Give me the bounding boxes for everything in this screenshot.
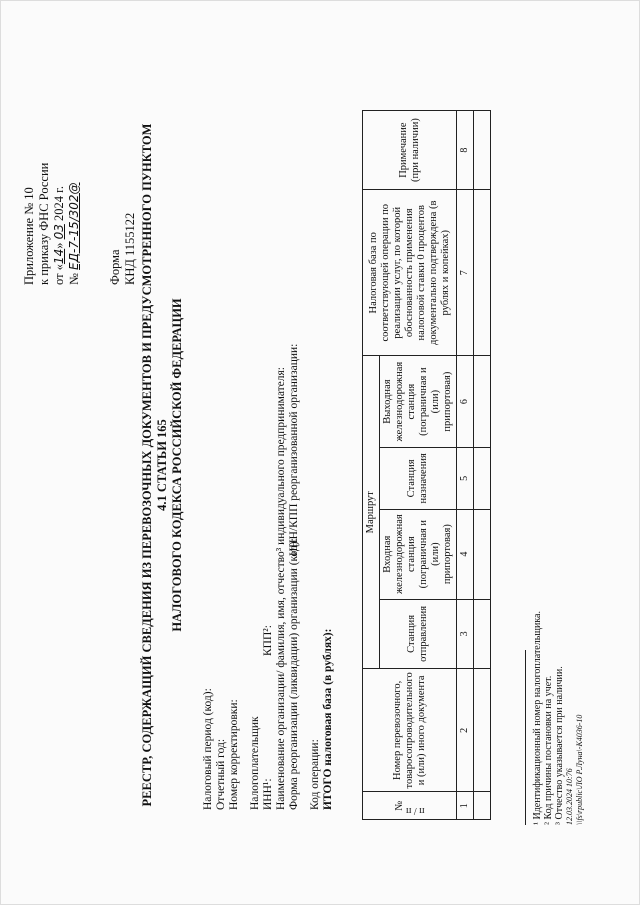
date-mid: » <box>52 242 66 249</box>
number-prefix: № <box>67 273 81 285</box>
footnote-2: ² Код причины постановки на учет. <box>543 675 554 825</box>
document-title <box>140 115 185 815</box>
table-cell <box>474 111 491 190</box>
form-label: Форма <box>108 249 122 285</box>
title-line-2: НАЛОГОВОГО КОДЕКСА РОССИЙСКОЙ ФЕДЕРАЦИИ <box>170 298 184 632</box>
col-np: п / п <box>406 805 425 816</box>
col-number: 2 <box>457 669 474 792</box>
appendix-line-1: Приложение № 10 <box>22 187 36 285</box>
appendix-number <box>67 25 82 285</box>
table-cell <box>474 447 491 509</box>
table-header-row <box>363 111 380 820</box>
reorg-form-label: Форма реорганизации (ликвидации) организации (код): <box>288 538 300 810</box>
col-number: 6 <box>457 356 474 448</box>
knd-code: КНД 1155122 <box>123 212 137 285</box>
col-number: 8 <box>457 111 474 190</box>
header-fields <box>202 90 335 810</box>
col-number: 3 <box>457 599 474 669</box>
table-cell <box>474 509 491 599</box>
col-number: 7 <box>457 190 474 356</box>
table-cell <box>474 356 491 448</box>
col-num-sign: № <box>394 800 406 811</box>
table-row <box>474 111 491 820</box>
table-cell <box>474 792 491 820</box>
footnote-divider <box>525 650 526 825</box>
col-header-exit-station: Выходная железнодорожная станция (пограничная и (или) припортовая) <box>380 356 457 448</box>
table-cell <box>474 599 491 669</box>
col-header-number <box>363 792 457 820</box>
inn-label: ИНН¹: <box>262 778 274 810</box>
col-number: 5 <box>457 447 474 509</box>
kpp-label: КПП²: <box>262 625 274 656</box>
appendix-date <box>52 25 67 285</box>
taxpayer-label: Налогоплательщик <box>249 716 261 810</box>
date-year: 2024 г. <box>52 186 66 221</box>
form-code-block <box>108 213 138 285</box>
footnotes <box>525 305 585 825</box>
operation-code-label: Код операции: <box>309 739 321 810</box>
col-number: 1 <box>457 792 474 820</box>
col-header-route: Маршрут <box>363 356 380 669</box>
tax-period-label: Налоговый период (код): <box>202 688 214 810</box>
print-timestamp: 12.03.2024 10:76 <box>565 768 574 825</box>
table-cell <box>474 669 491 792</box>
date-day: 14 <box>52 248 66 265</box>
registry-table <box>362 110 491 820</box>
inn-kpp-row <box>262 90 275 810</box>
col-header-note: Примечание (при наличии) <box>363 111 457 190</box>
column-number-row <box>457 111 474 820</box>
table-cell <box>474 190 491 356</box>
correction-number-label: Номер корректировки: <box>228 699 240 810</box>
col-header-doc-number: Номер перевозочного, товаросопроводительного и (или) иного документа <box>363 669 457 792</box>
footnote-3: ³ Отчество указывается при наличии. <box>554 666 565 825</box>
footnote-1: ¹ Идентификационный номер налогоплательщика. <box>532 611 543 825</box>
total-tax-base-label: ИТОГО налоговая база (в рублях): <box>322 628 334 810</box>
title-line-1: РЕЕСТР, СОДЕРЖАЩИЙ СВЕДЕНИЯ ИЗ ПЕРЕВОЗОЧНЫХ ДОКУМЕНТОВ И ПРЕДУСМОТРЕННОГО ПУНКТОМ 4.1 СТАТЬИ 165 <box>140 123 169 807</box>
appendix-line-2: к приказу ФНС России <box>37 162 51 285</box>
date-month: 03 <box>52 224 66 240</box>
reorg-row <box>288 90 301 810</box>
col-header-departure: Станция отправления <box>380 599 457 669</box>
date-prefix: от « <box>52 264 66 285</box>
org-name-label: Наименование организации/ фамилия, имя, отчество³ индивидуального предпринимателя: <box>275 366 287 810</box>
col-header-tax-base: Налоговая база по соответствующей операции по реализации услуг, по которой обоснованность применения налоговой ставки 0 процентов документально подтверждена (в рублях и копейках) <box>363 190 457 356</box>
reporting-year-label: Отчетный год: <box>215 738 227 810</box>
file-path: \\fs\rpublic\ЛО Р.Луна\-К4036-10 <box>575 714 584 825</box>
col-header-destination: Станция назначения <box>380 447 457 509</box>
reorg-inn-kpp-label: ИНН/КПП реорганизованной организации: <box>288 343 300 556</box>
order-number: ЕД-7-15/302@ <box>67 182 81 270</box>
appendix-header <box>22 25 82 285</box>
col-header-entry-station: Входная железнодорожная станция (пограничная и (или) припортовая) <box>380 509 457 599</box>
col-number: 4 <box>457 509 474 599</box>
